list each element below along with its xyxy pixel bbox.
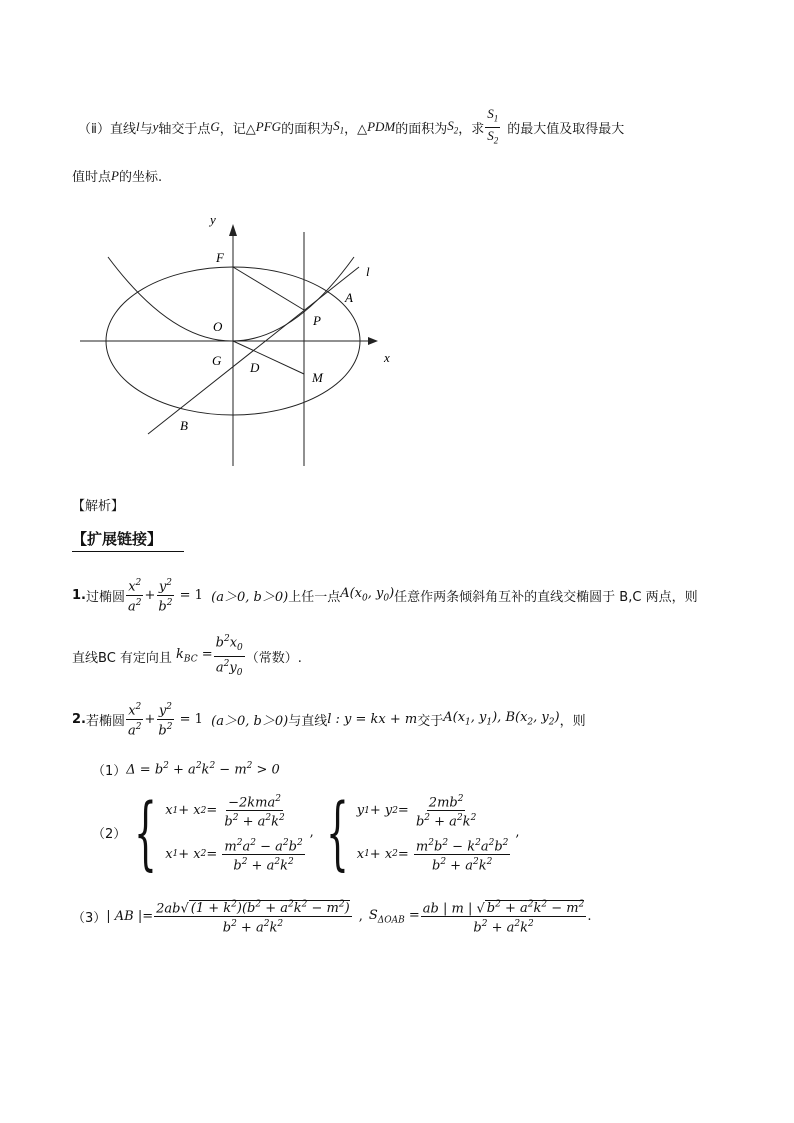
area-label: $S_{\Delta OAB}$ = — [368, 908, 420, 926]
frac-x2-a2: $\frac{x^2}{a^2}$ — [128, 702, 142, 738]
label-D: D — [250, 360, 260, 375]
label-P: P — [313, 313, 321, 328]
var-y: y — [152, 119, 159, 134]
system-y — [357, 792, 512, 873]
left-brace-2: { — [325, 785, 349, 879]
item-number: 1. — [72, 587, 86, 603]
system-x — [165, 792, 305, 873]
text: （ⅱ）直线 — [78, 121, 136, 137]
part-number: （1） — [92, 764, 127, 779]
text: 的面积为 — [395, 121, 448, 137]
chord-length-formula: $\frac{2ab√ (1 + k^2)(b^2 + a^2k^2 - m^2)}{b^2 + a^2k^2}$ — [156, 900, 350, 936]
area-formula: $\frac{ab | m | √ b^2 + a^2k^2 - m^2}{b^2 + a^2k^2}$ — [422, 900, 585, 936]
x-axis-arrow — [368, 337, 378, 345]
label-O: O — [213, 319, 223, 334]
chord-length-label: | AB |= — [106, 909, 154, 925]
label-x: x — [384, 350, 390, 365]
frac-y2-b2: $\frac{y^2}{b^2}$ — [158, 578, 173, 614]
points-AB: $A(x_1$, $y_1$), $B(x_2$, $y_2$) — [443, 710, 560, 728]
item-number: 2. — [72, 711, 86, 727]
label-A: A — [345, 290, 353, 305]
text: 的最大值及取得最大 — [507, 121, 625, 137]
text: （常数）. — [245, 650, 302, 666]
condition: (a＞0, b＞0) — [211, 589, 289, 605]
product-x: x 1 + x 2 = $\frac{m^2a^2 - a^2b^2}{b^2 + a^2k^2}$ — [165, 837, 303, 874]
var-l: l — [135, 119, 140, 134]
comma: , — [358, 909, 363, 925]
comma: , — [515, 825, 520, 841]
comma: , — [309, 825, 314, 841]
item2-part1 — [92, 760, 280, 779]
var-P: P — [111, 167, 119, 183]
text: ，求 — [458, 121, 485, 137]
label-F: F — [216, 250, 224, 265]
label-l: l — [366, 264, 370, 279]
text: 的面积为 — [281, 121, 334, 137]
text: 直线BC 有定向且 — [72, 650, 172, 666]
section-title: 【扩展链接】 — [72, 528, 184, 552]
eq-1: = 1 — [175, 711, 212, 727]
item1-line2 — [72, 633, 302, 678]
triangle-PFG: PFG — [255, 119, 282, 134]
text: 轴交于点 — [158, 121, 211, 137]
frac-b2x0-a2y0: $\frac{b^2x_0}{a^2y_0}$ — [215, 633, 243, 678]
label-y: y — [210, 212, 216, 227]
label-M: M — [312, 370, 323, 385]
sum-x: x 1 + x 2 = $\frac{-2kma^2}{b^2 + a^2k^2}$ — [165, 794, 285, 830]
text: 上任一点 — [288, 589, 341, 605]
text: 过椭圆 — [85, 589, 125, 605]
text: ，△ — [344, 121, 368, 137]
part-number: （3） — [72, 911, 107, 927]
text: 任意作两条倾斜角互补的直线交椭圆于 B,C 两点，则 — [394, 589, 698, 605]
solution-label: 【解析】 — [72, 499, 125, 514]
text: 与 — [139, 121, 153, 137]
frac-y2-b2: $\frac{y^2}{b^2}$ — [158, 702, 173, 738]
discriminant: $\Delta = b^2 + a^2k^2 - m^2 > 0$ — [126, 761, 280, 778]
eq-1: = 1 — [175, 587, 212, 603]
item2-line1 — [72, 700, 586, 738]
left-brace-1: { — [134, 785, 158, 879]
label-G: G — [212, 353, 222, 368]
frac-x2-a2: $\frac{x^2}{a^2}$ — [128, 578, 142, 614]
point-A: $A(x_0$, $y_0$) — [340, 586, 395, 604]
segment-FP — [233, 267, 304, 310]
text: 与直线 — [288, 713, 328, 729]
text: 交于 — [417, 713, 444, 729]
y-axis-arrow — [229, 224, 237, 236]
text: 的坐标. — [118, 170, 163, 185]
line-equation: l : y = kx + m — [327, 711, 418, 727]
condition: (a＞0, b＞0) — [211, 713, 289, 729]
S2: $S_2$ — [447, 118, 459, 136]
k-BC: $k_{BC}$ = — [171, 647, 213, 665]
item2-part3 — [72, 898, 591, 936]
ellipse-parabola-figure — [0, 0, 794, 500]
label-B: B — [180, 418, 188, 433]
sum-y: y 1 + y 2 = $\frac{2mb^2}{b^2 + a^2k^2}$ — [356, 794, 477, 830]
part-number: （2） — [92, 827, 127, 843]
plus: + — [144, 587, 156, 603]
text: 值时点 — [72, 170, 112, 185]
S1: $S_1$ — [333, 118, 345, 136]
text: ，记△ — [219, 121, 256, 137]
plus: + — [144, 711, 156, 727]
var-G: G — [210, 119, 220, 134]
parabola — [108, 257, 354, 341]
text: ，则 — [559, 713, 586, 729]
fraction-S1-over-S2: $\frac{S_1}{S_2}$ — [487, 105, 499, 146]
triangle-PDM: PDM — [367, 119, 396, 134]
item2-part2 — [92, 785, 520, 879]
segment-OM — [233, 341, 304, 374]
period: . — [587, 909, 592, 925]
item1-line1 — [72, 576, 698, 614]
text: 若椭圆 — [85, 713, 125, 729]
product-y: x 1 + x 2 = $\frac{m^2b^2 - k^2a^2b^2}{b^2 + a^2k^2}$ — [356, 837, 509, 874]
